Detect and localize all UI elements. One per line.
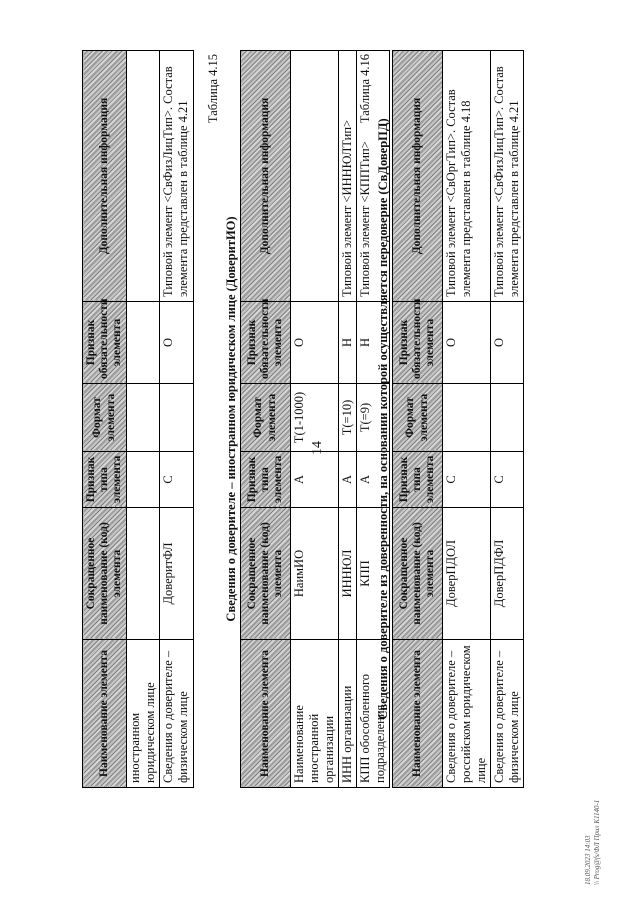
cell-type: А xyxy=(357,452,390,508)
table-4-16 xyxy=(392,50,524,788)
cell-info: Типовой элемент <СвФизЛицТип>. Состав элемента представлен в таблице 4.21 xyxy=(491,51,524,302)
cell-name: Сведения о доверителе – российском юридическом лице xyxy=(443,640,491,788)
cell-code: НаимИО xyxy=(291,508,339,640)
col-header: Наименование элемента xyxy=(83,640,127,788)
cell-req xyxy=(127,302,160,384)
cell-info: Типовой элемент <ИННЮЛТип> xyxy=(339,51,357,302)
cell-format xyxy=(443,384,491,452)
table-continuation xyxy=(82,50,194,788)
footer-line: \\ Prog@fs/ФЛ Прил К1140-1 xyxy=(593,799,602,885)
col-header: Признак обязательности элемента xyxy=(241,302,291,384)
col-header: Наименование элемента xyxy=(241,640,291,788)
cell-name: Наименование иностранной организации xyxy=(291,640,339,788)
cell-info: Типовой элемент <СвОргТип>. Состав элемента представлен в таблице 4.18 xyxy=(443,51,491,302)
cell-format xyxy=(127,384,160,452)
cell-info xyxy=(127,51,160,302)
col-header: Признак типа элемента xyxy=(393,452,443,508)
table-row xyxy=(491,51,524,788)
cell-name: Сведения о доверителе – физическом лице xyxy=(491,640,524,788)
footer-line: 18.09.2023 14:03 xyxy=(584,835,592,885)
cell-format: T(=10) xyxy=(339,384,357,452)
table-row xyxy=(160,51,194,788)
col-header: Дополнительная информация xyxy=(393,51,443,302)
table-row xyxy=(127,51,160,788)
cell-name: КПП обособленного подразделения xyxy=(357,640,390,788)
cell-req: Н xyxy=(339,302,357,384)
cell-type: А xyxy=(291,452,339,508)
cell-type: С xyxy=(160,452,194,508)
table-row xyxy=(339,51,357,788)
col-header: Сокращенное наименование (код) элемента xyxy=(393,508,443,640)
cell-req: О xyxy=(443,302,491,384)
col-header: Формат элемента xyxy=(83,384,127,452)
cell-code: КПП xyxy=(357,508,390,640)
col-header: Признак обязательности элемента xyxy=(393,302,443,384)
cell-type xyxy=(127,452,160,508)
col-header: Дополнительная информация xyxy=(83,51,127,302)
table-title: Сведения о доверителе из доверенности, на основании которой осуществляется передоверие (СвДоверПД) xyxy=(376,118,390,720)
cell-code: ДоверПДФЛ xyxy=(491,508,524,640)
cell-info: Типовой элемент <СвФизЛицТип>. Состав элемента представлен в таблице 4.21 xyxy=(160,51,194,302)
cell-info: Типовой элемент <КППТип> xyxy=(357,51,390,302)
cell-format: T(1-1000) xyxy=(291,384,339,452)
cell-name: Сведения о доверителе – физическом лице xyxy=(160,640,194,788)
cell-req: О xyxy=(291,302,339,384)
col-header: Признак типа элемента xyxy=(241,452,291,508)
col-header: Признак обязательности элемента xyxy=(83,302,127,384)
cell-type: А xyxy=(339,452,357,508)
section-table-4-16 xyxy=(356,50,524,788)
col-header: Признак типа элемента xyxy=(83,452,127,508)
cell-info xyxy=(291,51,339,302)
table-label: Таблица 4.16 xyxy=(358,54,372,124)
col-header: Дополнительная информация xyxy=(241,51,291,302)
cell-type: С xyxy=(491,452,524,508)
cell-format xyxy=(491,384,524,452)
cell-type: С xyxy=(443,452,491,508)
cell-req: О xyxy=(491,302,524,384)
col-header: Формат элемента xyxy=(241,384,291,452)
col-header: Наименование элемента xyxy=(393,640,443,788)
section-continuation xyxy=(82,50,194,788)
cell-req: Н xyxy=(357,302,390,384)
cell-code: ИННЮЛ xyxy=(339,508,357,640)
page-number: 14 xyxy=(310,441,325,455)
cell-code: ДоверитФЛ xyxy=(160,508,194,640)
table-row xyxy=(291,51,339,788)
cell-name: ИНН организации xyxy=(339,640,357,788)
table-label: Таблица 4.15 xyxy=(206,54,220,124)
cell-code: ДоверПДОЛ xyxy=(443,508,491,640)
table-row xyxy=(443,51,491,788)
cell-format xyxy=(160,384,194,452)
footer-note xyxy=(584,725,602,885)
col-header: Формат элемента xyxy=(393,384,443,452)
cell-format: T(=9) xyxy=(357,384,390,452)
col-header: Сокращенное наименование (код) элемента xyxy=(241,508,291,640)
col-header: Сокращенное наименование (код) элемента xyxy=(83,508,127,640)
cell-name: иностранном юридическом лице xyxy=(127,640,160,788)
cell-code xyxy=(127,508,160,640)
cell-req: О xyxy=(160,302,194,384)
table-title: Сведения о доверителе – иностранном юридическом лице (ДоверитИО) xyxy=(224,216,238,622)
